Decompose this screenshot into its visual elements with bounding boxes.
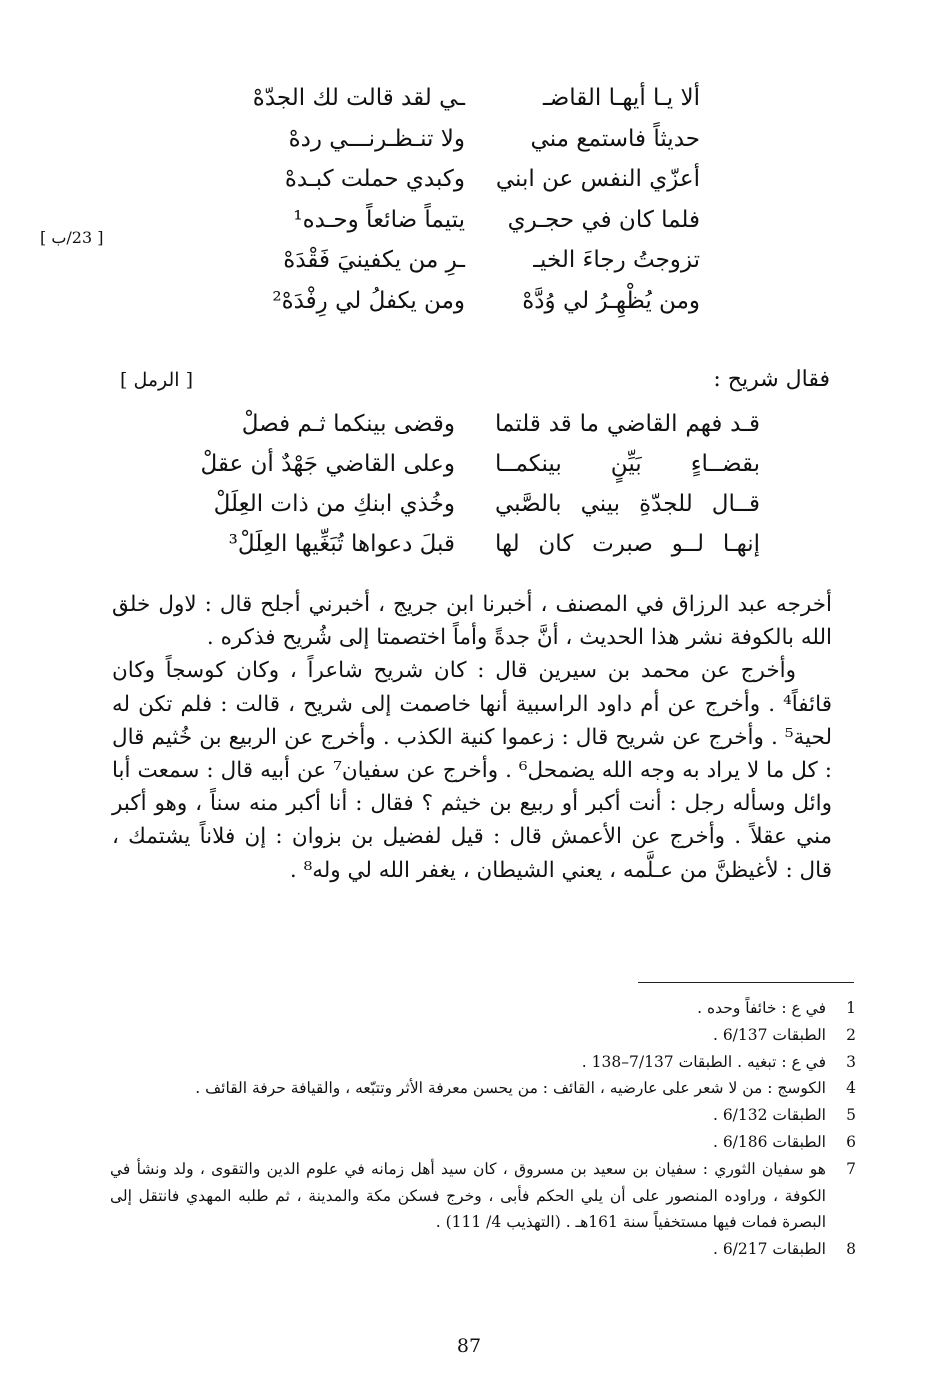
footnote-number: 7 [846,1159,856,1178]
footnote-text: الطبقات 6/217 . [712,1240,826,1259]
footnote-text: الطبقات 6/132 . [712,1106,826,1125]
body-paragraph: أخرجه عبد الرزاق في المصنف ، أخبرنا ابن جريج ، أخبرني أجلح قال : لاول خلق الله بالكوفة نشر هذا الحديث ، أنَّ جدةً وأماً اختصمتا إلى شُريح فذكره . [112,592,832,651]
poem-second [190,404,760,564]
footnote [110,1102,860,1129]
verse-second-hemistich: يتيماً ضائعاً وحـده¹ [293,206,465,233]
poem-verse [240,78,700,119]
poem-meter: [ الرمل ] [120,369,194,391]
poem-intro [100,360,830,400]
verse-second-hemistich: قبلَ دعواها تُبَغِّيها العِلَلْ³ [228,531,455,557]
poem-speaker: فقال شريح : [713,367,830,392]
body-paragraph: وأخرج عن محمد بن سيرين قال : كان شريح شاعراً ، وكان كوسجاً وكان قائفاً⁴ . وأخرج عن أم داود الراسبية أنها خاصمت إلى شريح ، قالت : فلم تكن له لحية⁵ . وأخرج عن شريح قال : زعموا كنية الكذب . وأخرج عن الربيع بن خُثيم قال : كل ما لا يراد به وجه الله يضمحل⁶ . وأخرج عن سفيان⁷ عن أبيه قال : سمعت أبا وائل وسأله رجل : أنت أكبر أو ربيع بن خيثم ؟ فقال : أنا أكبر منه سناً ، وهو أكبر مني عقلاً . وأخرج عن الأعمش قال : قيل لفضيل بن بزوان : إن فلاناً يشتمك ، قال : لأغيظنَّ من عـلَّمه ، يعني الشيطان ، يغفر الله لي وله⁸ . [112,658,832,883]
body-text [112,588,832,887]
verse-first-hemistich: إنهـا لــو صبرت كان لها [495,531,760,557]
poem-verse [240,240,700,281]
poem-verse [240,159,700,200]
manuscript-folio-marker: [ 23/ب ] [40,228,104,247]
poem-verse [240,200,700,241]
poem-verse [240,281,700,322]
verse-second-hemistich: وقضى بينكما ثـم فصلْ [241,411,455,437]
footnote-number: 1 [846,999,856,1017]
verse-second-hemistich: وخُذي ابنكِ من ذات العِلَلْ [213,491,455,517]
footnote [110,1236,860,1263]
footnote [110,1049,860,1076]
footnote-number: 8 [846,1240,856,1259]
footnote-text: الكوسج : من لا شعر على عارضيه ، القائف : من يحسن معرفة الأثر وتتبّعه ، والقيافة حرفة القائف . [195,1079,826,1098]
poem-verse [190,524,760,564]
footnote [110,1129,860,1156]
verse-first-hemistich: ومن يُظْهِـرُ لي وُدَّهْ [522,287,700,314]
footnote [110,1075,860,1102]
footnote-number: 6 [846,1132,856,1151]
verse-second-hemistich: ولا تنـظـرنـــي ردهْ [288,125,465,152]
page-number: 87 [456,1335,482,1357]
verse-second-hemistich: وكبدي حملت كبـدهْ [284,166,465,192]
footnote-number: 2 [846,1025,856,1044]
footnote-text: في ع : تبغيه . الطبقات 7/137–138 . [581,1052,826,1071]
poem-verse [190,484,760,524]
footnote-number: 3 [846,1052,856,1071]
poem-first [240,78,700,321]
verse-first-hemistich: أعزّي النفس عن ابني [495,166,700,192]
verse-second-hemistich: ـرِ من يكفينيَ فَقْدَهْ [283,247,465,273]
footnote-number: 4 [846,1079,856,1098]
verse-first-hemistich: فلما كان في حجـري [507,206,700,233]
footnote [110,995,860,1022]
verse-second-hemistich: وعلى القاضي جَهْدٌ أن عقلْ [200,451,455,477]
verse-first-hemistich: حديثاً فاستمع مني [530,125,700,152]
verse-first-hemistich: بقضــاءٍ بَيِّنٍ بينكمــا [495,451,760,477]
footnote-text: الطبقات 6/137 . [712,1025,826,1044]
verse-first-hemistich: قـد فهم القاضي ما قد قلتما [495,411,760,437]
verse-second-hemistich: ومن يكفلُ لي رِفْدَهْ² [272,287,465,314]
footnote [110,1022,860,1049]
poem-verse [190,444,760,484]
footnote-number: 5 [846,1106,856,1125]
footnote-text: هو سفيان الثوري : سفيان بن سعيد بن مسروق ، كان سيد أهل زمانه في علوم الدين والتقوى ، ولد ونشأ في الكوفة ، وراوده المنصور على أن يلي الحكم فأبى ، وخرج فسكن مكة والمدينة ، ثم طلبه المهدي فانتقل إلى البصرة فمات فيها مستخفياً سنة 161هـ . (التهذيب 4/ 111) . [110,1159,826,1232]
footnotes [110,995,860,1263]
poem-verse [240,119,700,160]
verse-first-hemistich: تزوجتُ رجاءَ الخيـ [533,247,700,273]
verse-second-hemistich: ـي لقد قالت لك الجدّهْ [252,85,465,111]
verse-first-hemistich: ألا يـا أيهـا القاضـ [542,85,700,111]
poem-verse [190,404,760,444]
footnote [110,1156,860,1236]
footnote-separator [638,982,854,983]
verse-first-hemistich: قــال للجدّةِ بيني بالصَّبي [495,491,760,517]
footnote-text: في ع : خائفاً وحده . [697,999,826,1017]
footnote-text: الطبقات 6/186 . [712,1132,826,1151]
